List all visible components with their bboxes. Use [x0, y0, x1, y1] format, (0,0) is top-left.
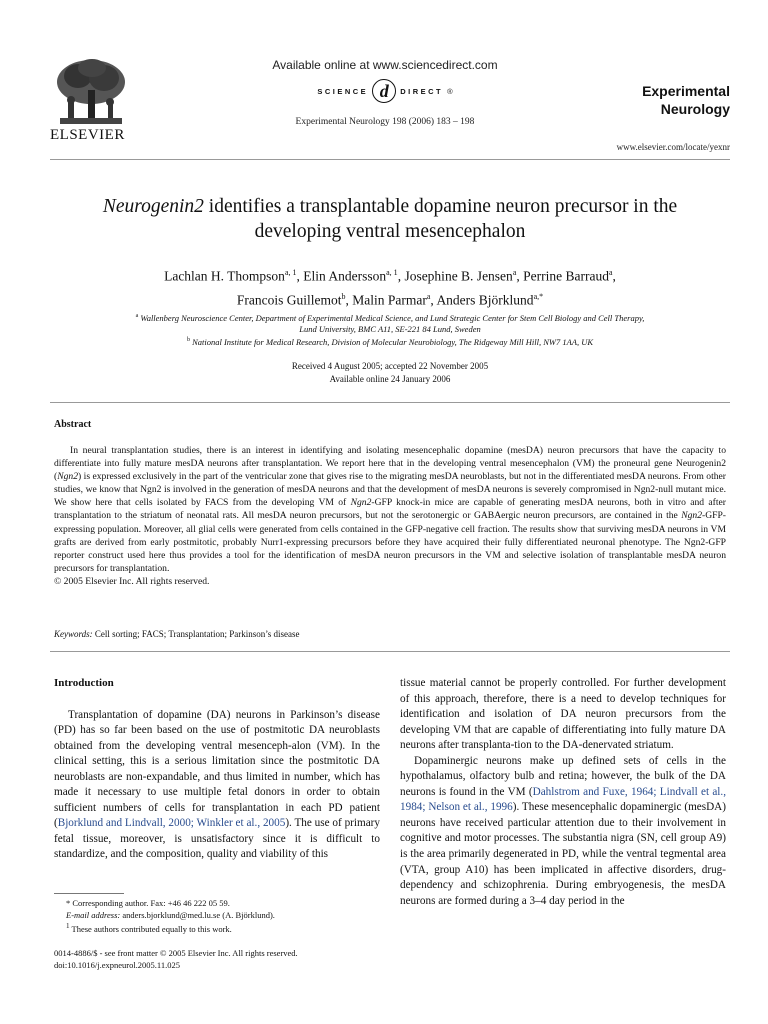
keywords	[54, 629, 726, 639]
affiliation-mark: b	[186, 336, 190, 343]
author-affil-mark: a	[426, 291, 431, 301]
author-name: Anders Björklund	[436, 292, 534, 307]
introduction-heading: Introduction	[54, 677, 114, 689]
sciencedirect-logo	[230, 79, 540, 103]
abstract-copyright: © 2005 Elsevier Inc. All rights reserved.	[54, 575, 210, 587]
abstract-body	[54, 444, 726, 588]
author-name: Lachlan H. Thompson	[164, 268, 285, 284]
author-name: Elin Andersson	[303, 268, 387, 284]
available-date: Available online 24 January 2006	[329, 374, 451, 384]
author-affil-mark: a, 1	[386, 268, 398, 277]
author-list	[60, 263, 720, 310]
footnote-mark: 1	[66, 922, 70, 930]
doi-line[interactable]: doi:10.1016/j.expneurol.2005.11.025	[54, 959, 180, 970]
body-paragraph	[54, 708, 380, 863]
author-separator: ,	[430, 292, 437, 307]
abstract-paragraph	[54, 444, 726, 575]
author-affil-mark: a	[608, 268, 613, 277]
keywords-label: Keywords:	[54, 629, 93, 639]
footnote-text: Corresponding author. Fax: +46 46 222 05 59.	[70, 898, 230, 908]
affiliation-a-cont: Lund University, BMC A11, SE-221 84 Lund, Sweden	[299, 323, 481, 334]
corresponding-author-note	[54, 898, 380, 910]
abstract-gene: Ngn2	[57, 471, 78, 483]
affiliations	[60, 311, 720, 348]
title-text-line1: identifies a transplantable dopamine neuron precursor in the	[203, 196, 678, 217]
journal-name-line1: Experimental	[642, 83, 730, 99]
author-separator: ,	[612, 268, 616, 284]
author-separator: ,	[516, 268, 524, 284]
issn-line: 0014-4886/$ - see front matter © 2005 Elsevier Inc. All rights reserved.	[54, 948, 298, 958]
right-column	[400, 676, 726, 909]
author-name: Malin Parmar	[352, 292, 427, 307]
author-separator: ,	[397, 268, 405, 284]
author-name: Perrine Barraud	[523, 268, 609, 284]
author-separator: ,	[345, 292, 353, 307]
author-affil-mark: a	[512, 268, 517, 277]
affiliation-mark: a	[135, 313, 139, 319]
body-text: Dopaminergic neurons make up defined sets of cells in the hypothalamus, olfactory bulb and retina; however, the bulk of the DA neurons is found in the VM (	[400, 754, 726, 798]
author-affil-mark: a, 1	[284, 268, 297, 277]
affiliation-a	[60, 311, 720, 324]
author-name: Josephine B. Jensen	[404, 268, 513, 284]
article-title	[50, 194, 730, 244]
science-word: SCIENCE	[317, 86, 369, 96]
sciencedirect-block	[230, 58, 540, 127]
journal-url-link[interactable]: www.elsevier.com/locate/yexnr	[616, 142, 730, 152]
journal-name-line2: Neurology	[660, 101, 730, 117]
body-paragraph: tissue material cannot be properly controlled. For further development of this approach, therefore, there is a need to develop techniques for identification and isolation of DA neuron precursors from the developing VM that are capable of differentiating into fully mature DA neurons after transplanta-tion to the DA-denervated striatum.	[400, 677, 726, 752]
abstract-text: -GFP knock-in mice are capable of generating mesDA neurons, both in vitro and after transplantation to the striatum of neonatal rats. All mesDA neuron precursors, but not the serotonergic or GABAergic neuron precursors, are contained in the	[54, 497, 726, 522]
footnote-divider	[54, 893, 124, 894]
article-dates	[60, 360, 720, 386]
abstract-gene: Ngn2	[681, 510, 702, 522]
affiliation-text: National Institute for Medical Research, Division of Molecular Neurobiology, The Ridgeway Mill Hill, NW7 1AA, UK	[192, 336, 594, 347]
author-affil-mark: a,*	[533, 291, 544, 301]
publisher-logo-text: ELSEVIER	[50, 127, 125, 143]
email-note	[54, 910, 380, 922]
trademark-mark: ®	[447, 86, 453, 96]
body-text: Transplantation of dopamine (DA) neurons in Parkinson’s disease (PD) has so far been based on the use of postmitotic DA neuroblasts obtained from the developing ventral mesenceph-alon (VM). In the clinical setting, this is a serious limitation since the postmitotic DA neuroblasts are non-expandable, and thus limited in number, which has made it necessary to use multiple fetal donors in order to obtain sufficient numbers of cells for transplantation in each PD patient (	[54, 708, 380, 830]
author-separator: ,	[296, 268, 304, 284]
title-gene-name: Neurogenin2	[102, 196, 204, 217]
header-divider	[50, 159, 730, 160]
abstract-text: ) is expressed exclusively in the part of the ventricular zone that gives rise to the migrating mesDA neuroblasts, but not in the differentiated mesDA neurons. From other studies, we know that Ngn2 is involved in the generation of mesDA neurons and that the development of mesDA neurons is severely compromised in Ngn2-null mutant mice. We show here that cells isolated by FACS from the developing VM of	[54, 471, 726, 509]
abstract-heading: Abstract	[54, 419, 92, 430]
front-matter	[54, 948, 380, 971]
email-label: E-mail address:	[66, 909, 121, 920]
author-affil-mark: b	[341, 291, 346, 301]
sciencedirect-d-icon: d	[372, 79, 396, 103]
body-text: ). The use of primary fetal tissue, moreover, is unsatisfactory since it is difficult to standardize, and the composition, quality and viability of this	[54, 817, 380, 861]
title-text-line2: developing ventral mesencephalon	[254, 221, 526, 242]
journal-citation: Experimental Neurology 198 (2006) 183 – 198	[295, 117, 475, 127]
abstract-bottom-divider	[50, 651, 730, 652]
abstract-text: In neural transplantation studies, there is an interest in identifying and isolating mesencephalic dopamine (mesDA) neuron precursors that have the capacity to differentiate into fully mature mesDA neurons after transplantation. We report here that in the developing ventral mesencephalon (VM) the proneural gene Neurogenin2 (	[54, 445, 726, 483]
affiliation-text: Wallenberg Neuroscience Center, Department of Experimental Medical Science, and Lund Strategic Center for Stem Cell Biology and Cell Therapy,	[140, 312, 645, 323]
email-address[interactable]: anders.bjorklund@med.lu.se (A. Björklund).	[120, 909, 275, 920]
abstract-top-divider	[50, 402, 730, 403]
left-column	[54, 676, 380, 863]
body-text: ). These mesencephalic dopaminergic (mesDA) neurons have received particular attention due to their involvement in cognitive and motor processes. The substantia nigra (SN, cell group A9) is the area primarily degenerated in PD, while the ventral tegmental area (VTA, group A10) has been implicated in affective disorders, drug-dependency and schizophrenia. During embryogenesis, the mesDA neurons are formed during a 3–4 day period in the	[400, 801, 726, 907]
equal-contribution-note	[54, 921, 380, 935]
author-name: Francois Guillemot	[236, 292, 342, 307]
body-paragraph	[400, 754, 726, 909]
received-date: Received 4 August 2005; accepted 22 November 2005	[291, 361, 489, 371]
keywords-text: Cell sorting; FACS; Transplantation; Parkinson’s disease	[92, 629, 300, 639]
citation-link[interactable]: Dahlstrom and Fuxe, 1964; Lindvall et al., 1984; Nelson et al., 1996	[400, 785, 726, 814]
citation-link[interactable]: Bjorklund and Lindvall, 2000; Winkler et al., 2005	[57, 817, 286, 830]
abstract-text: -GFP-expressing population. Moreover, all glial cells were generated from cells contained in the GFP-negative cell fraction. The results show that surviving mesDA neurons in VM grafts are derived from early postmitotic, probably Nurr1-expressing precursors before they have acquired their fully differentiated neuronal phenotype. The Ngn2-GFP reporter construct used here thus provides a tool for the identification of mesDA neuron precursors in the VM and selective isolation of transplantable mesDA neuron precursors for transplantation.	[54, 510, 726, 574]
footnote-text: These authors contributed equally to this work.	[69, 923, 232, 934]
footnotes	[54, 898, 380, 935]
journal-name	[580, 82, 730, 118]
abstract-gene: Ngn2	[350, 497, 372, 509]
footnote-mark: *	[66, 898, 71, 908]
affiliation-b	[60, 335, 720, 348]
direct-word: DIRECT	[400, 86, 444, 96]
available-online-text: Available online at www.sciencedirect.com	[272, 58, 498, 72]
journal-header	[0, 0, 768, 165]
